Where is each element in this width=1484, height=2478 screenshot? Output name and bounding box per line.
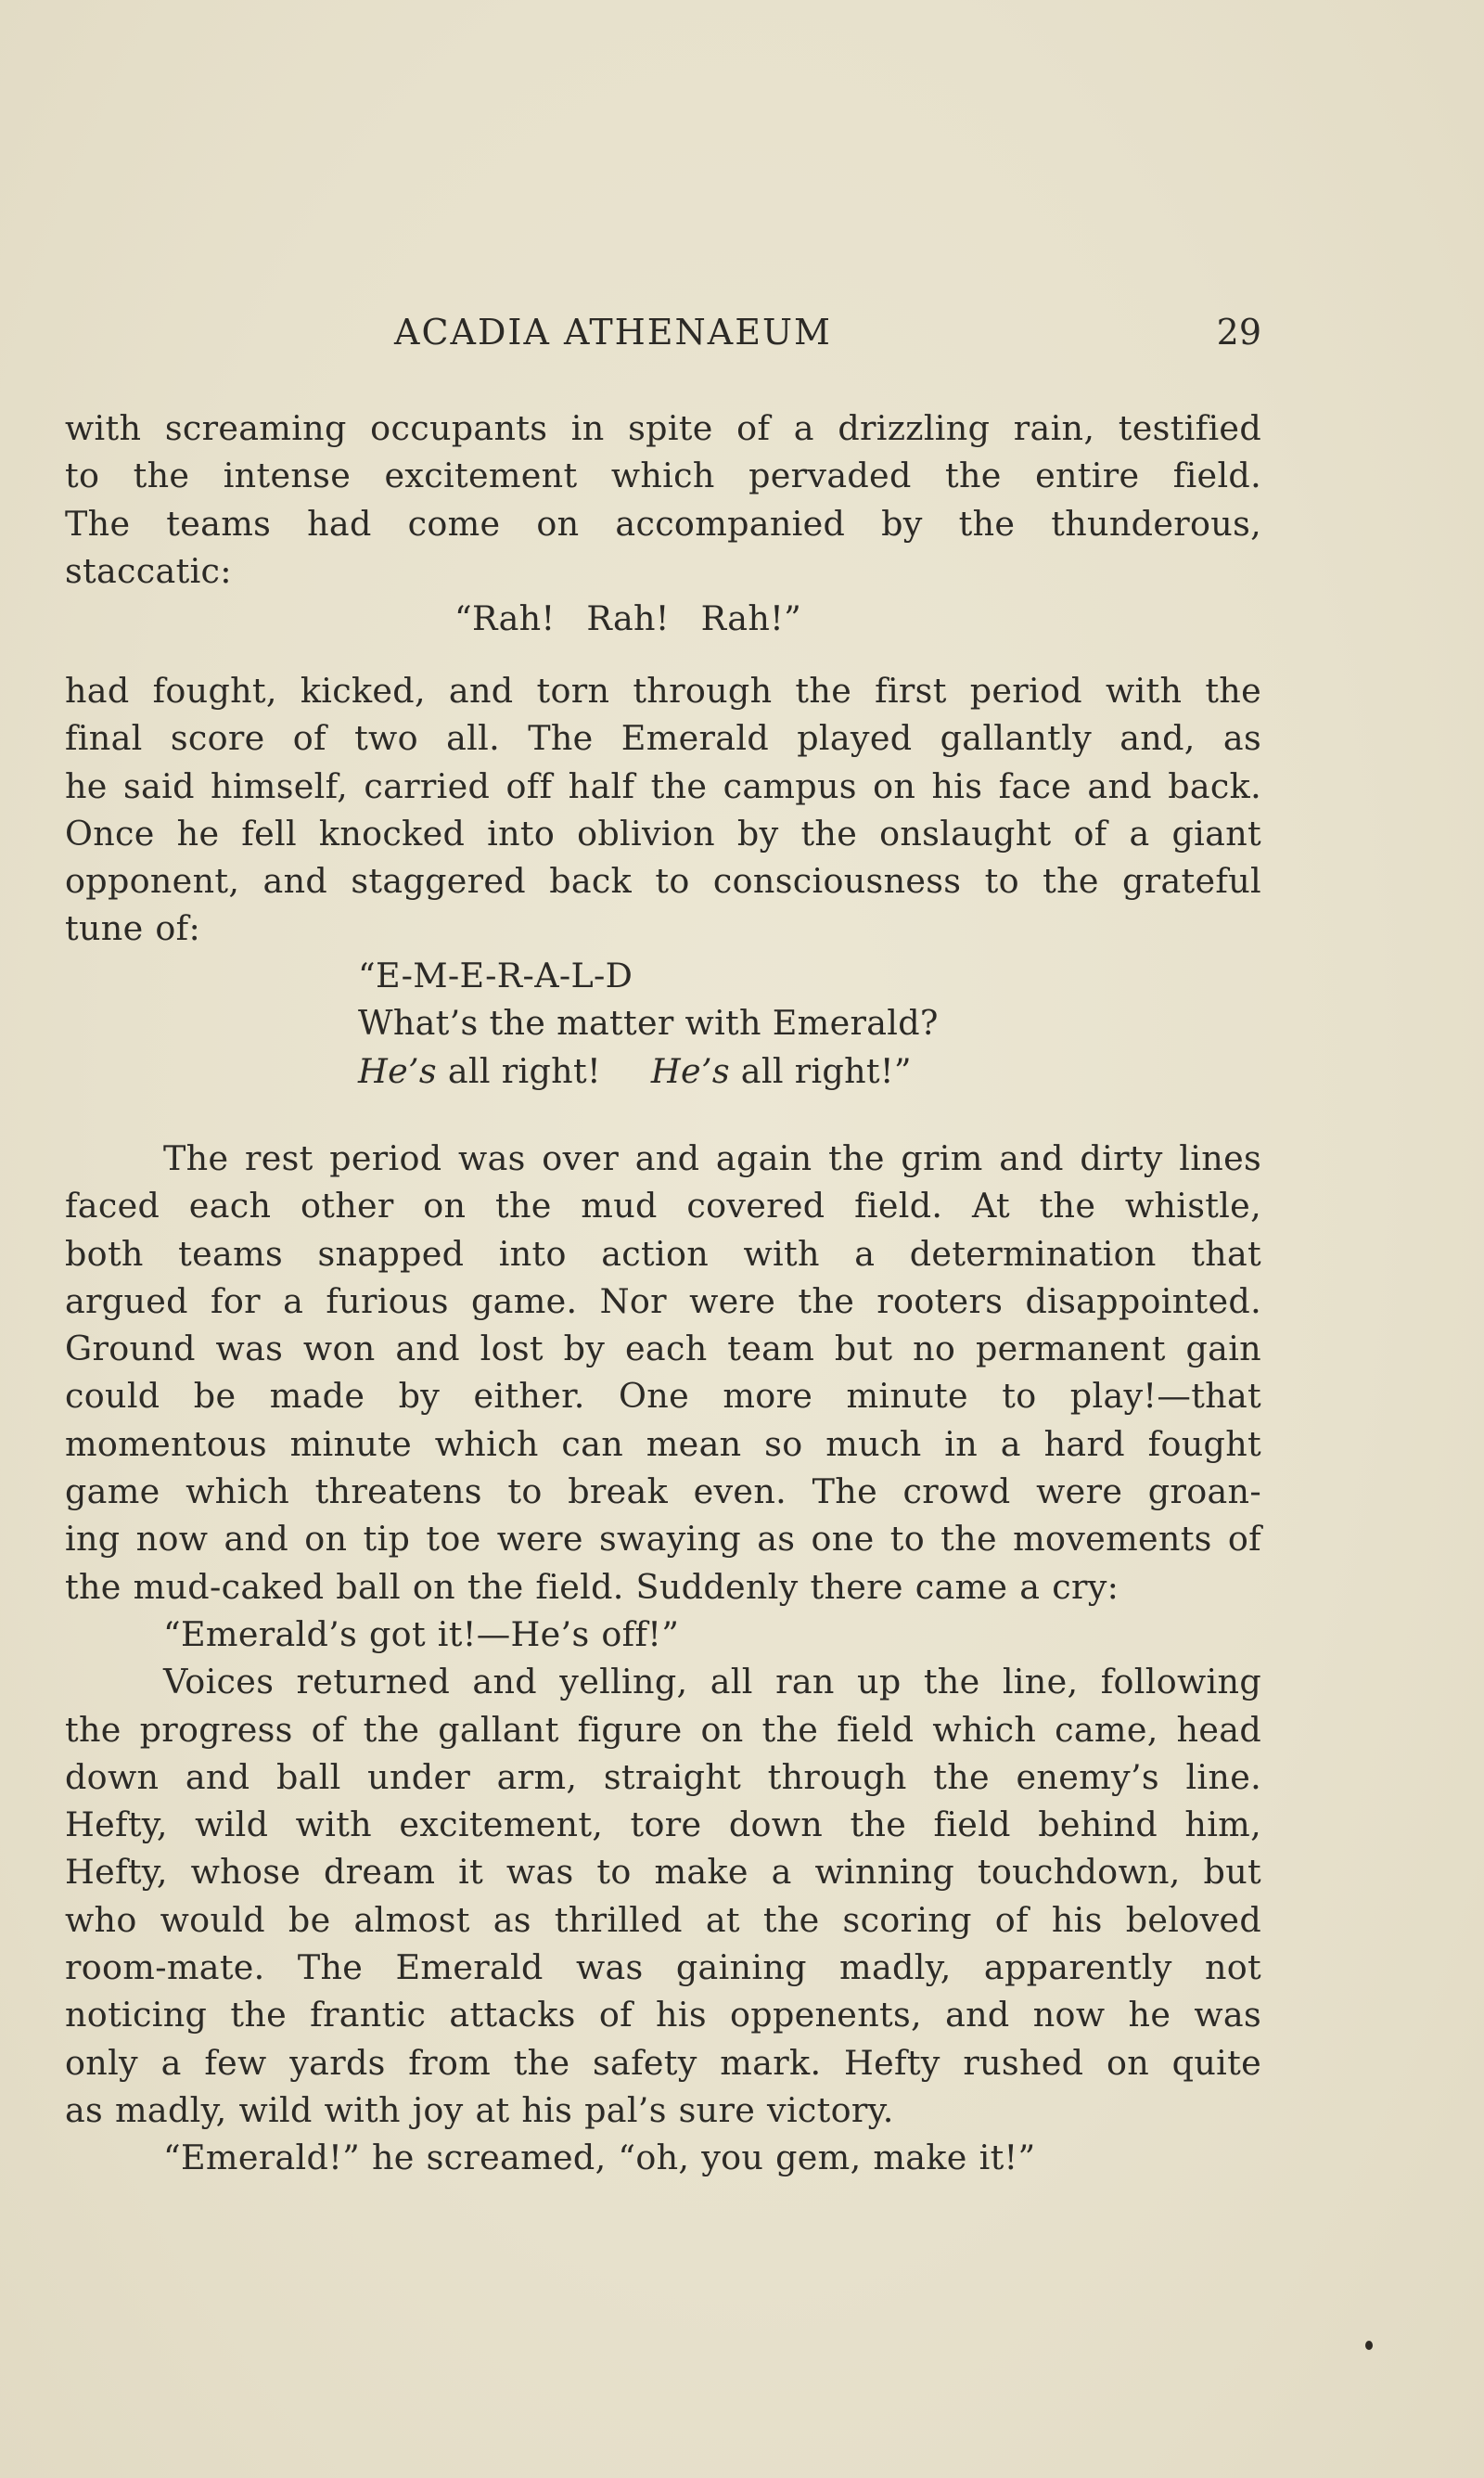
text-line: Hefty, whose dream it was to make a winning touchdown, but (65, 1852, 1261, 1893)
text-line: who would be almost as thrilled at the scoring of his beloved (65, 1899, 1261, 1940)
text-line: only a few yards from the safety mark. Hefty rushed on quite (65, 2042, 1261, 2083)
cheer-line: He’s all right! He’s all right!” (358, 1050, 912, 1091)
page-header (65, 306, 1261, 358)
paragraph-second-period (65, 1135, 1261, 2182)
text-line: both teams snapped into action with a determination that (65, 1233, 1261, 1274)
text-line: the progress of the gallant figure on the field which came, head (65, 1709, 1261, 1750)
text-line: down and ball under arm, straight through the enemy’s line. (65, 1756, 1261, 1797)
text-line: final score of two all. The Emerald played gallantly and, as (65, 718, 1261, 759)
text-line: Once he fell knocked into oblivion by the onslaught of a giant (65, 813, 1261, 854)
text-line: momentous minute which can mean so much in a hard fought (65, 1423, 1261, 1464)
cheer-emerald (358, 952, 939, 1095)
text-line: room-mate. The Emerald was gaining madly, apparently not (65, 1947, 1261, 1988)
paragraph-first-period (65, 667, 1261, 953)
paragraph-crowd (65, 404, 1261, 595)
text-line: opponent, and staggered back to consciousness to the grateful (65, 861, 1261, 902)
text-line: staccatic: (65, 550, 232, 591)
cheer-italic: He’s (358, 1050, 437, 1091)
text-line: “Emerald!” he screamed, “oh, you gem, make it!” (163, 2138, 1036, 2178)
text-line: Hefty, wild with excitement, tore down the field behind him, (65, 1804, 1261, 1845)
text-line: to the intense excitement which pervaded the entire field. (65, 456, 1261, 496)
cheer-line: “E-M-E-R-A-L-D (358, 956, 633, 995)
text-line: the mud-caked ball on the field. Suddenly there came a cry: (65, 1566, 1119, 1607)
text-line: he said himself, carried off half the campus on his face and back. (65, 765, 1261, 806)
text-line: as madly, wild with joy at his pal’s sure victory. (65, 2089, 894, 2130)
text-line: The rest period was over and again the grim and dirty lines (163, 1138, 1261, 1178)
text-line: had fought, kicked, and torn through the first period with the (65, 671, 1261, 711)
running-head: ACADIA ATHENAEUM (394, 312, 832, 353)
text-line: with screaming occupants in spite of a drizzling rain, testified (65, 408, 1261, 448)
page-number: 29 (1216, 312, 1261, 353)
cheer-italic: He’s (650, 1050, 730, 1091)
text-line: argued for a furious game. Nor were the rooters disappointed. (65, 1280, 1261, 1321)
text-line: noticing the frantic attacks of his oppenents, and now he was (65, 1995, 1261, 2035)
text-line: “Emerald’s got it!—He’s off!” (163, 1613, 680, 1654)
text-line: game which threatens to break even. The crowd were groan- (65, 1471, 1261, 1512)
ink-speck (1365, 2341, 1373, 2350)
text-line: Ground was won and lost by each team but no permanent gain (65, 1329, 1261, 1369)
text-line: Voices returned and yelling, all ran up the line, following (163, 1662, 1261, 1702)
cheer-rah: “Rah! Rah! Rah!” (454, 598, 802, 638)
text-line: tune of: (65, 908, 201, 949)
text-line: could be made by either. One more minute to play!—that (65, 1376, 1261, 1417)
text-line: faced each other on the mud covered field. At the whistle, (65, 1186, 1261, 1226)
cheer-line: What’s the matter with Emerald? (358, 1003, 939, 1044)
text-line: ing now and on tip toe were swaying as one to the movements of (65, 1519, 1261, 1560)
text-line: The teams had come on accompanied by the thunderous, (65, 503, 1261, 544)
